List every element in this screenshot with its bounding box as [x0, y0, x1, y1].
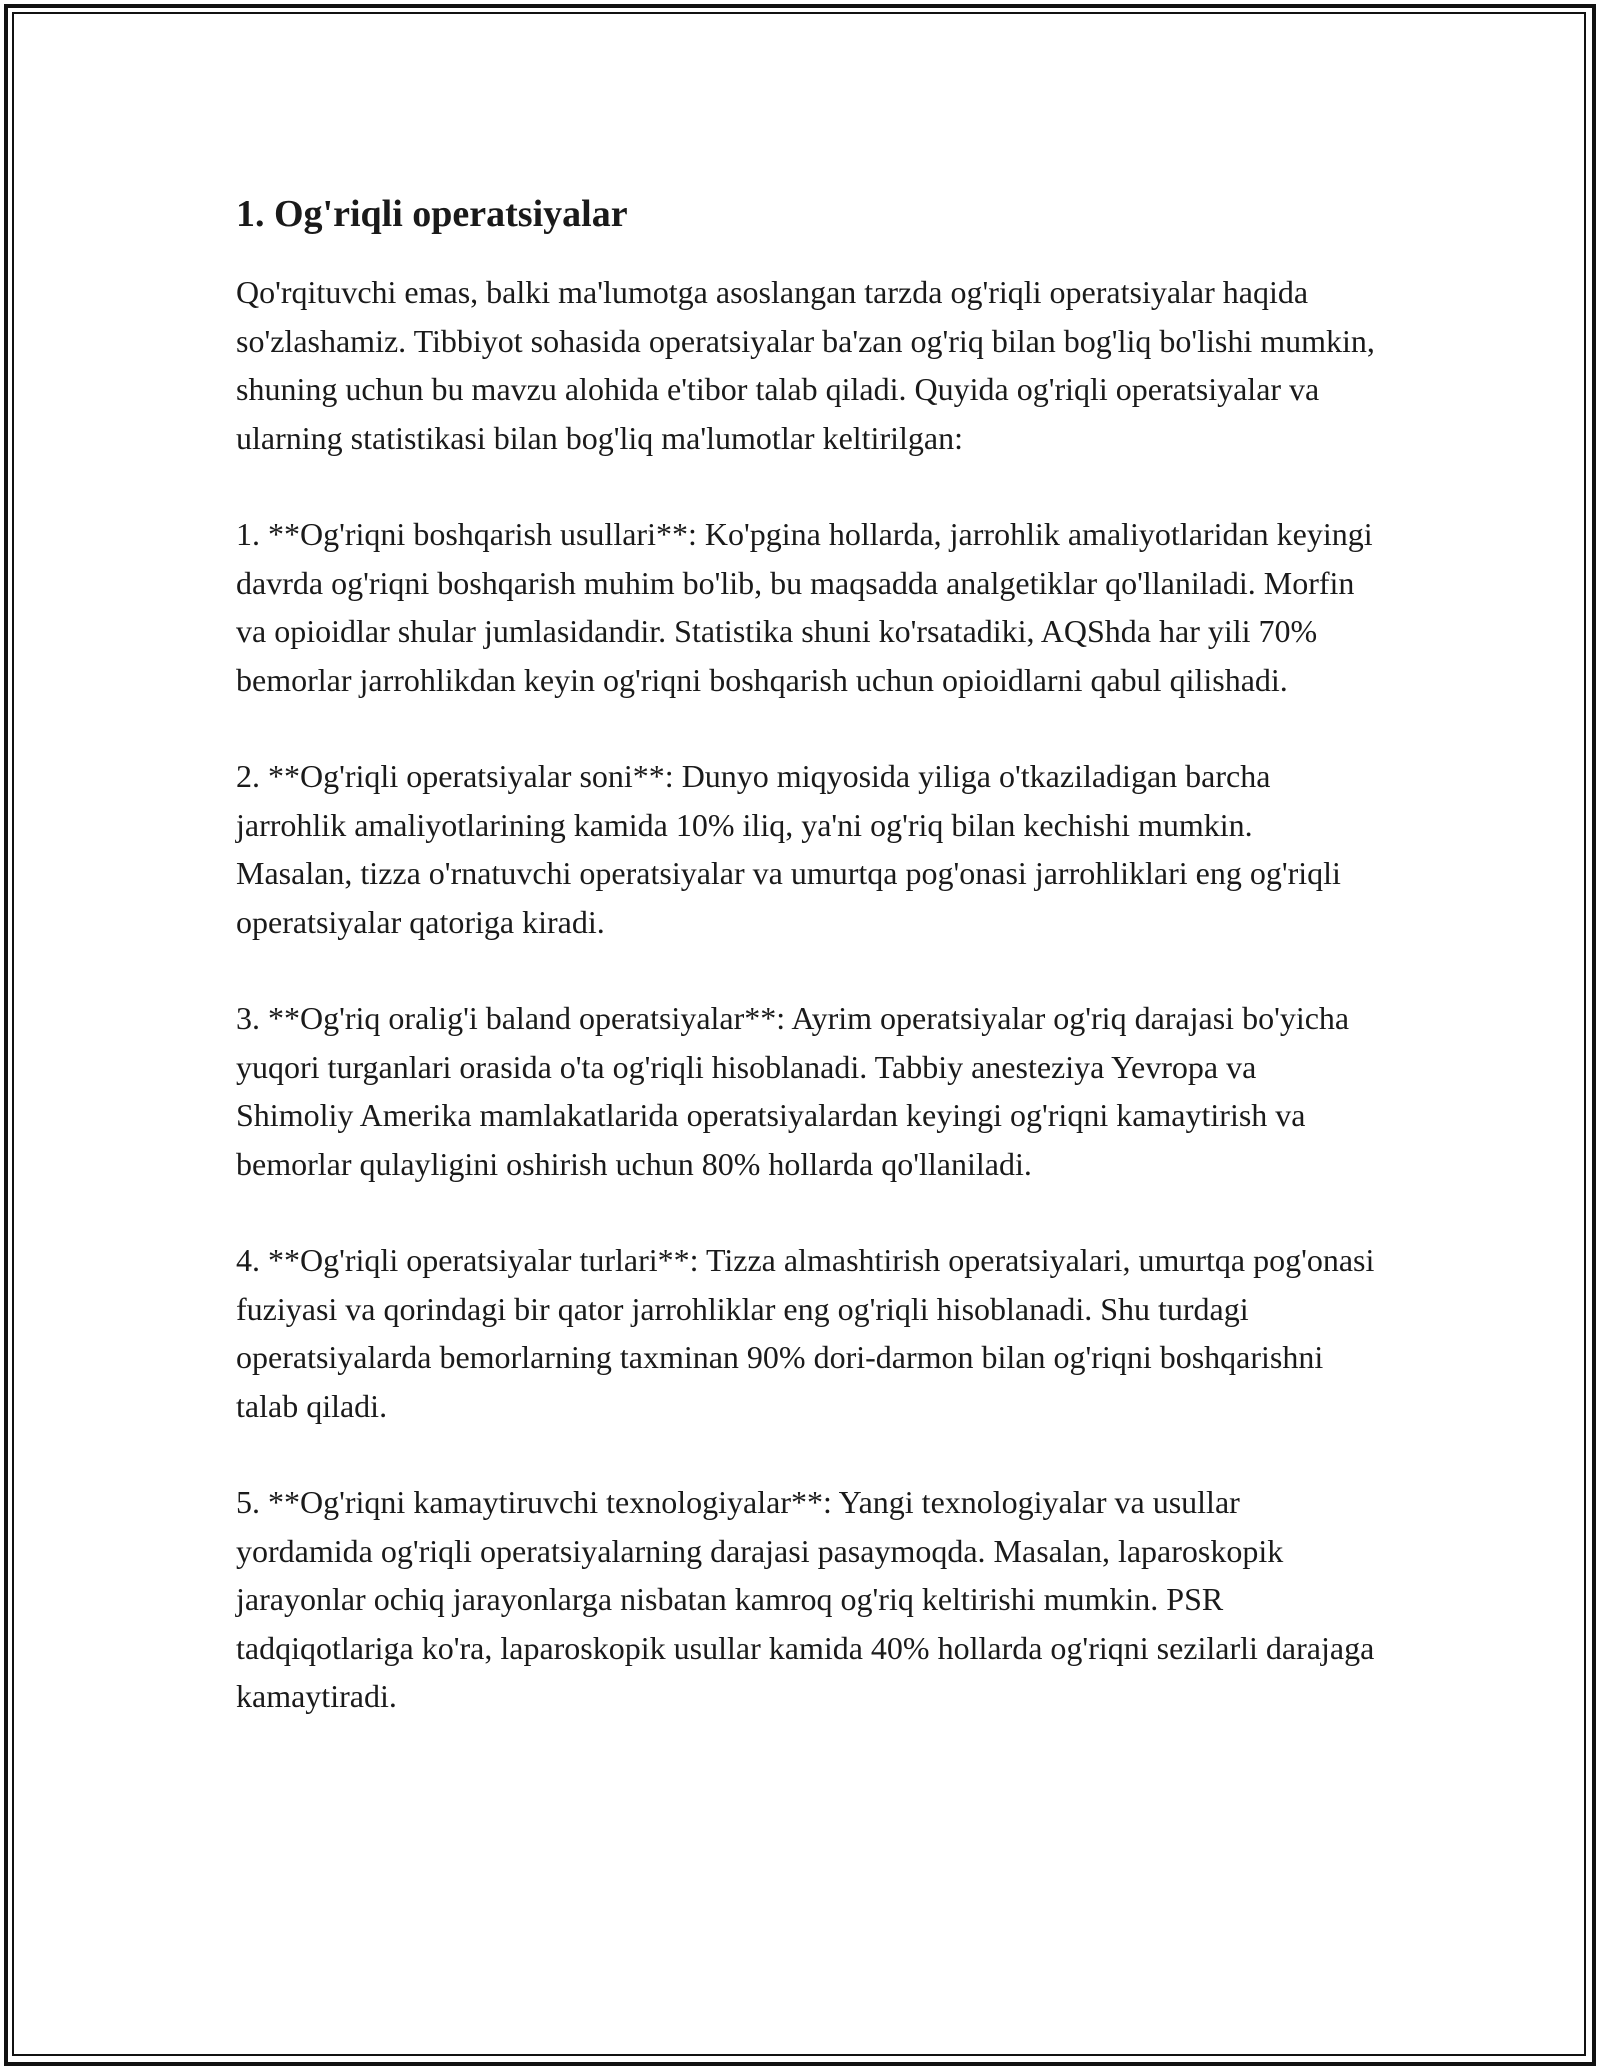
intro-paragraph: Qo'rqituvchi emas, balki ma'lumotga asoslangan tarzda og'riqli operatsiyalar haqida so'zlashamiz. Tibbiyot sohasida operatsiyalar ba'zan og'riq bilan bog'liq bo'lishi mumkin, shuning uchun bu mavzu alohida e'tibor talab qiladi. Quyida og'riqli operatsiyalar va ularning statistikasi bilan bog'liq ma'lumotlar keltirilgan:: [236, 274, 1375, 456]
list-item-high-pain-operations: 3. **Og'riq oralig'i baland operatsiyalar**: Ayrim operatsiyalar og'riq darajasi bo'yicha yuqori turganlari orasida o'ta og'riqli hisoblanadi. Tabbiy anesteziya Yevropa va Shimoliy Amerika mamlakatlarida operatsiyalardan keyingi og'riqni kamaytirish va bemorlar qulayligini oshirish uchun 80% hollarda qo'llaniladi.: [236, 1000, 1350, 1182]
list-item-pain-management: 1. **Og'riqni boshqarish usullari**: Ko'pgina hollarda, jarrohlik amaliyotlaridan keyingi davrda og'riqni boshqarish muhim bo'lib, bu maqsadda analgetiklar qo'llaniladi. Morfin va opioidlar shular jumlasidandir. Statistika shuni ko'rsatadiki, AQShda har yili 70% bemorlar jarrohlikdan keyin og'riqni boshqarish uchun opioidlarni qabul qilishadi.: [236, 516, 1373, 698]
section-heading: 1. Og'riqli operatsiyalar: [236, 193, 628, 235]
list-item-pain-reducing-tech: 5. **Og'riqni kamaytiruvchi texnologiyalar**: Yangi texnologiyalar va usullar yordamida og'riqli operatsiyalarning darajasi pasaymoqda. Masalan, laparoskopik jarayonlar ochiq jarayonlarga nisbatan kamroq og'riq keltirishi mumkin. PSR tadqiqotlariga ko'ra, laparoskopik usullar kamida 40% hollarda og'riqni sezilarli darajaga kamaytiradi.: [236, 1484, 1375, 1714]
document-body: [236, 188, 1376, 1769]
list-item-operation-types: 4. **Og'riqli operatsiyalar turlari**: Tizza almashtirish operatsiyalari, umurtqa pog'onasi fuziyasi va qorindagi bir qator jarrohliklar eng og'riqli hisoblanadi. Shu turdagi operatsiyalarda bemorlarning taxminan 90% dori-darmon bilan og'riqni boshqarishni talab qiladi.: [236, 1242, 1375, 1424]
list-item-operation-count: 2. **Og'riqli operatsiyalar soni**: Dunyo miqyosida yiliga o'tkaziladigan barcha jarrohlik amaliyotlarining kamida 10% iliq, ya'ni og'riq bilan kechishi mumkin. Masalan, tizza o'rnatuvchi operatsiyalar va umurtqa pog'onasi jarrohliklari eng og'riqli operatsiyalar qatoriga kiradi.: [236, 758, 1341, 940]
